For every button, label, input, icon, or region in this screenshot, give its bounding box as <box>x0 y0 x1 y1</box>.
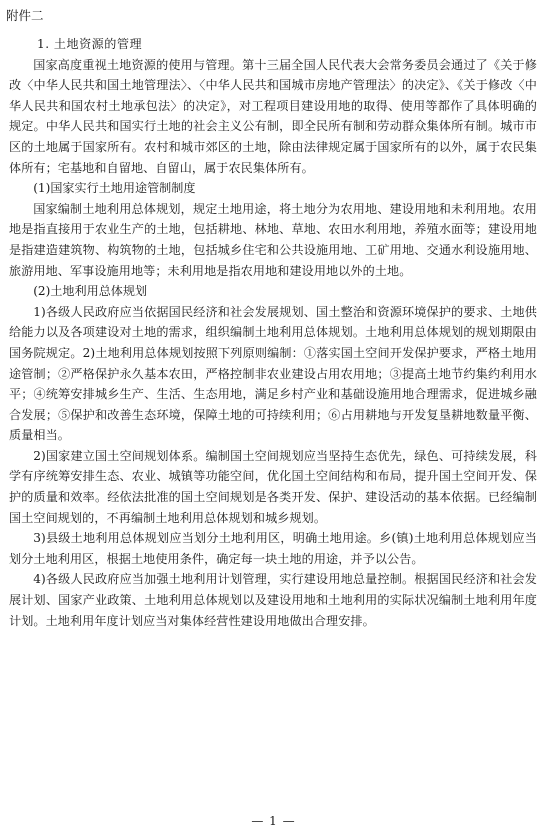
section-title: 1. 土地资源的管理 <box>37 37 143 51</box>
paragraph-county-land-plan: 3)县级土地利用总体规划应当划分土地利用区，明确土地用途。乡(镇)土地利用总体规划应当划分土地利用区，根据土地使用条件，确定每一块土地的用途，并予以公告。 <box>9 531 537 566</box>
paragraph-land-management-overview: 国家高度重视土地资源的使用与管理。第十三届全国人民代表大会常务委员会通过了《关于修改〈中华人民共和国土地管理法〉、〈中华人民共和国城市房地产管理法〉的决定》、《关于修改〈中华人民共和国农村土地承包法〉的决定》，对工程项目建设用地的取得、使用等都作了具体明确的规定。中华人民共和国实行土地的社会主义公有制，即全民所有制和劳动群众集体所有制。城市市区的土地属于国家所有。农村和城市郊区的土地，除由法律规定属于国家所有的以外，属于农民集体所有；宅基地和自留地、自留山，属于农民集体所有。 <box>9 57 537 175</box>
paragraph-plan-principles: 1)各级人民政府应当依据国民经济和社会发展规划、国土整治和资源环境保护的要求、土地供给能力以及各项建设对土地的需求，组织编制土地利用总体规划。土地利用总体规划的规划期限由国务院规定。2)土地利用总体规划按照下列原则编制：①落实国土空间开发保护要求，严格土地用途管制；②严格保护永久基本农田，严格控制非农业建设占用农用地；③提高土地节约集约利用水平；④统筹安排城乡生产、生活、生态用地，满足乡村产业和基础设施用地合理需求，促进城乡融合发展；⑤保护和改善生态环境，保障土地的可持续利用；⑥占用耕地与开发复垦耕地数量平衡、质量相当。 <box>9 304 537 443</box>
paragraph-land-classification: 国家编制土地利用总体规划，规定土地用途，将土地分为农用地、建设用地和未利用地。农用地是指直接用于农业生产的土地，包括耕地、林地、草地、农田水利用地，养殖水面等；建设用地是指建造建筑物、构筑物的土地，包括城乡住宅和公共设施用地、工矿用地、交通水利设施用地、旅游用地、军事设施用地等；未利用地是指农用地和建设用地以外的土地。 <box>9 201 537 278</box>
subheading-overall-land-plan: (2)土地利用总体规划 <box>33 284 148 299</box>
paragraph-annual-land-plan: 4)各级人民政府应当加强土地利用计划管理，实行建设用地总量控制。根据国民经济和社会发展计划、国家产业政策、土地利用总体规划以及建设用地和土地利用的实际状况编制土地利用年度计划。土地利用年度计划应当对集体经营性建设用地做出合理安排。 <box>9 572 537 628</box>
document-body <box>9 34 537 631</box>
page-number: — 1 — <box>251 814 296 828</box>
annex-label: 附件二 <box>6 8 44 23</box>
subheading-land-use-control: (1)国家实行土地用途管制制度 <box>33 181 196 196</box>
paragraph-territorial-spatial-planning: 2)国家建立国土空间规划体系。编制国土空间规划应当坚持生态优先，绿色、可持续发展，科学有序统筹安排生态、农业、城镇等功能空间，优化国土空间结构和布局，提升国土空间开发、保护的质量和效率。经依法批准的国土空间规划是各类开发、保护、建设活动的基本依据。已经编制国土空间规划的，不再编制土地利用总体规划和城乡规划。 <box>9 448 537 525</box>
